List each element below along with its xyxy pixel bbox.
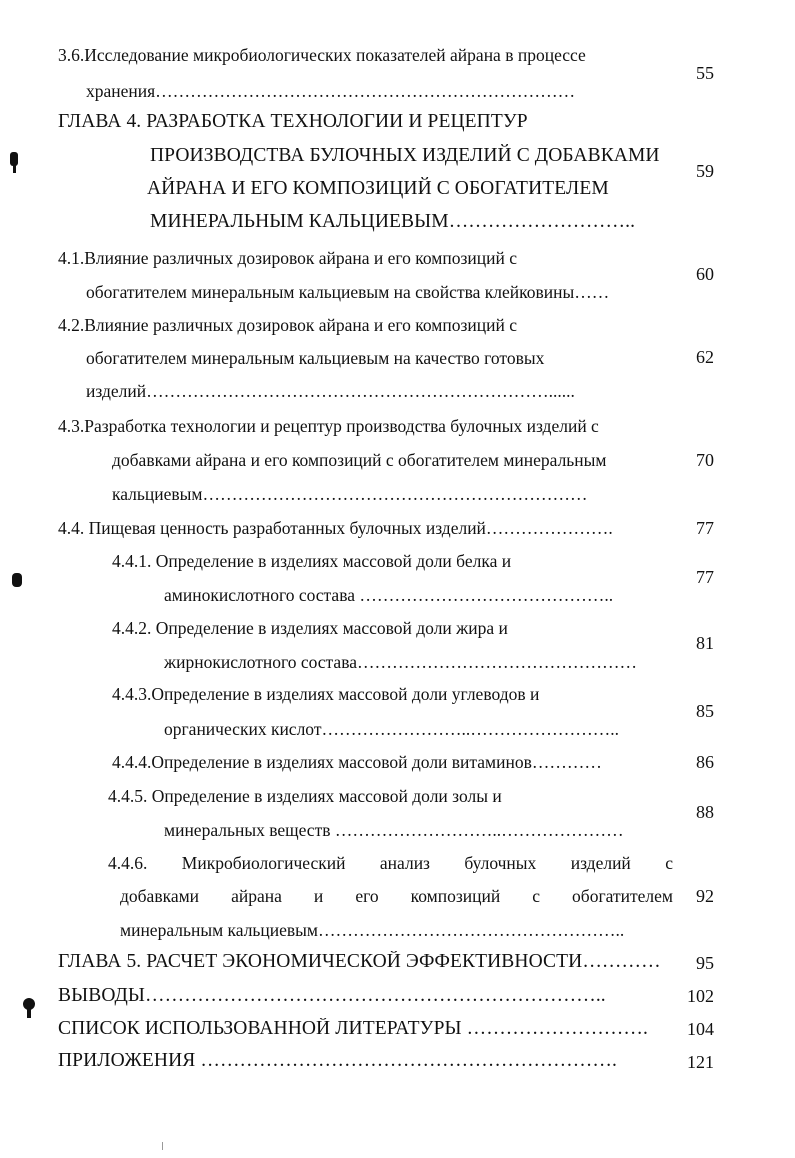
- toc-entry-4-1-line1: 4.1.Влияние различных дозировок айрана и его композиций с: [58, 248, 517, 268]
- word: обогатителем: [572, 886, 673, 906]
- word: Микробиологический: [181, 853, 346, 873]
- scan-mark-4: [162, 1142, 163, 1150]
- toc-entry-4-2-line2: обогатителем минеральным кальциевым на качество готовых: [86, 348, 545, 368]
- word: композиций: [410, 886, 501, 906]
- toc-entry-3-6-line2: хранения………………………………………………………………: [86, 81, 576, 101]
- toc-entry-4-4-4: 4.4.4.Определение в изделиях массовой доли витаминов…………: [112, 752, 602, 772]
- toc-entry-4-4-6-line1: [108, 852, 673, 874]
- toc-page-appendices: 121: [687, 1052, 714, 1072]
- toc-page-3-6: 55: [696, 63, 714, 83]
- toc-entry-4-2-line1: 4.2.Влияние различных дозировок айрана и его композиций с: [58, 315, 517, 335]
- word: с: [532, 886, 541, 906]
- toc-page-4-4-1: 77: [696, 567, 714, 587]
- word: с: [665, 853, 673, 873]
- toc-entry-3-6-line1: 3.6.Исследование микробиологических показателей айрана в процессе: [58, 45, 586, 65]
- toc-entry-4-3-line2: добавками айрана и его композиций с обогатителем минеральным: [112, 450, 607, 470]
- toc-page-chapter-4: 59: [696, 161, 714, 181]
- toc-page-4-2: 62: [696, 347, 714, 367]
- toc-page-4-4-2: 81: [696, 633, 714, 653]
- word: анализ: [379, 853, 430, 873]
- toc-entry-4-4-3-line2: органических кислот……………………..……………………..: [164, 719, 619, 739]
- toc-entry-4-4-5-line1: 4.4.5. Определение в изделиях массовой доли золы и: [108, 786, 502, 806]
- toc-appendices: ПРИЛОЖЕНИЯ ……………………………………………………….: [58, 1050, 617, 1071]
- toc-entry-4-4-1-line2: аминокислотного состава ……………………………………..: [164, 585, 614, 605]
- toc-page-4-4-6: 92: [696, 886, 714, 906]
- toc-chapter-4-line1: ГЛАВА 4. РАЗРАБОТКА ТЕХНОЛОГИИ И РЕЦЕПТУР: [58, 111, 528, 132]
- scan-mark-3-tail: [27, 1008, 31, 1018]
- toc-chapter-4-line2: ПРОИЗВОДСТВА БУЛОЧНЫХ ИЗДЕЛИЙ С ДОБАВКАМИ: [150, 145, 660, 166]
- word: 4.4.6.: [108, 853, 148, 873]
- toc-entry-4-4-1-line1: 4.4.1. Определение в изделиях массовой доли белка и: [112, 551, 512, 571]
- toc-chapter-4-line4: МИНЕРАЛЬНЫМ КАЛЬЦИЕВЫМ………………………..: [150, 211, 636, 232]
- toc-entry-4-4-2-line2: жирнокислотного состава…………………………………………: [164, 652, 637, 672]
- toc-entry-4-4-6-line3: минеральным кальциевым……………………………………………..: [120, 920, 625, 940]
- toc-entry-4-2-line3: изделий……………………………………………………………......: [86, 381, 575, 401]
- toc-entry-4-4-3-line1: 4.4.3.Определение в изделиях массовой доли углеводов и: [112, 684, 540, 704]
- word: его: [355, 886, 379, 906]
- toc-entry-4-3-line3: кальциевым…………………………………………………………: [112, 484, 588, 504]
- toc-page-4-1: 60: [696, 264, 714, 284]
- toc-entry-4-4-6-line2: [120, 885, 673, 907]
- toc-references: СПИСОК ИСПОЛЬЗОВАННОЙ ЛИТЕРАТУРЫ ……………………….: [58, 1018, 648, 1039]
- toc-page-4-4-4: 86: [696, 752, 714, 772]
- toc-page-conclusions: 102: [687, 986, 714, 1006]
- word: изделий: [570, 853, 631, 873]
- toc-page-4-4-3: 85: [696, 701, 714, 721]
- word: и: [313, 886, 324, 906]
- scan-mark-1-tail: [13, 164, 16, 173]
- toc-page-4-4: 77: [696, 518, 714, 538]
- toc-page-4-3: 70: [696, 450, 714, 470]
- toc-entry-4-4-5-line2: минеральных веществ ………………………..…………………: [164, 820, 624, 840]
- toc-page-chapter-5: 95: [696, 953, 714, 973]
- toc-chapter-4-line3: АЙРАНА И ЕГО КОМПОЗИЦИЙ С ОБОГАТИТЕЛЕМ: [147, 178, 609, 199]
- toc-entry-4-4: 4.4. Пищевая ценность разработанных булочных изделий………………….: [58, 518, 613, 538]
- word: айрана: [231, 886, 282, 906]
- toc-entry-4-3-line1: 4.3.Разработка технологии и рецептур производства булочных изделий с: [58, 416, 599, 436]
- word: добавками: [120, 886, 200, 906]
- scan-mark-2: [12, 573, 22, 587]
- toc-conclusions: ВЫВОДЫ……………………………………………………………..: [58, 985, 606, 1006]
- toc-entry-4-4-2-line1: 4.4.2. Определение в изделиях массовой доли жира и: [112, 618, 508, 638]
- word: булочных: [464, 853, 537, 873]
- toc-entry-4-1-line2: обогатителем минеральным кальциевым на свойства клейковины……: [86, 282, 610, 302]
- toc-page-4-4-5: 88: [696, 802, 714, 822]
- toc-chapter-5: ГЛАВА 5. РАСЧЕТ ЭКОНОМИЧЕСКОЙ ЭФФЕКТИВНОСТИ…………: [58, 951, 661, 972]
- toc-page-references: 104: [687, 1019, 714, 1039]
